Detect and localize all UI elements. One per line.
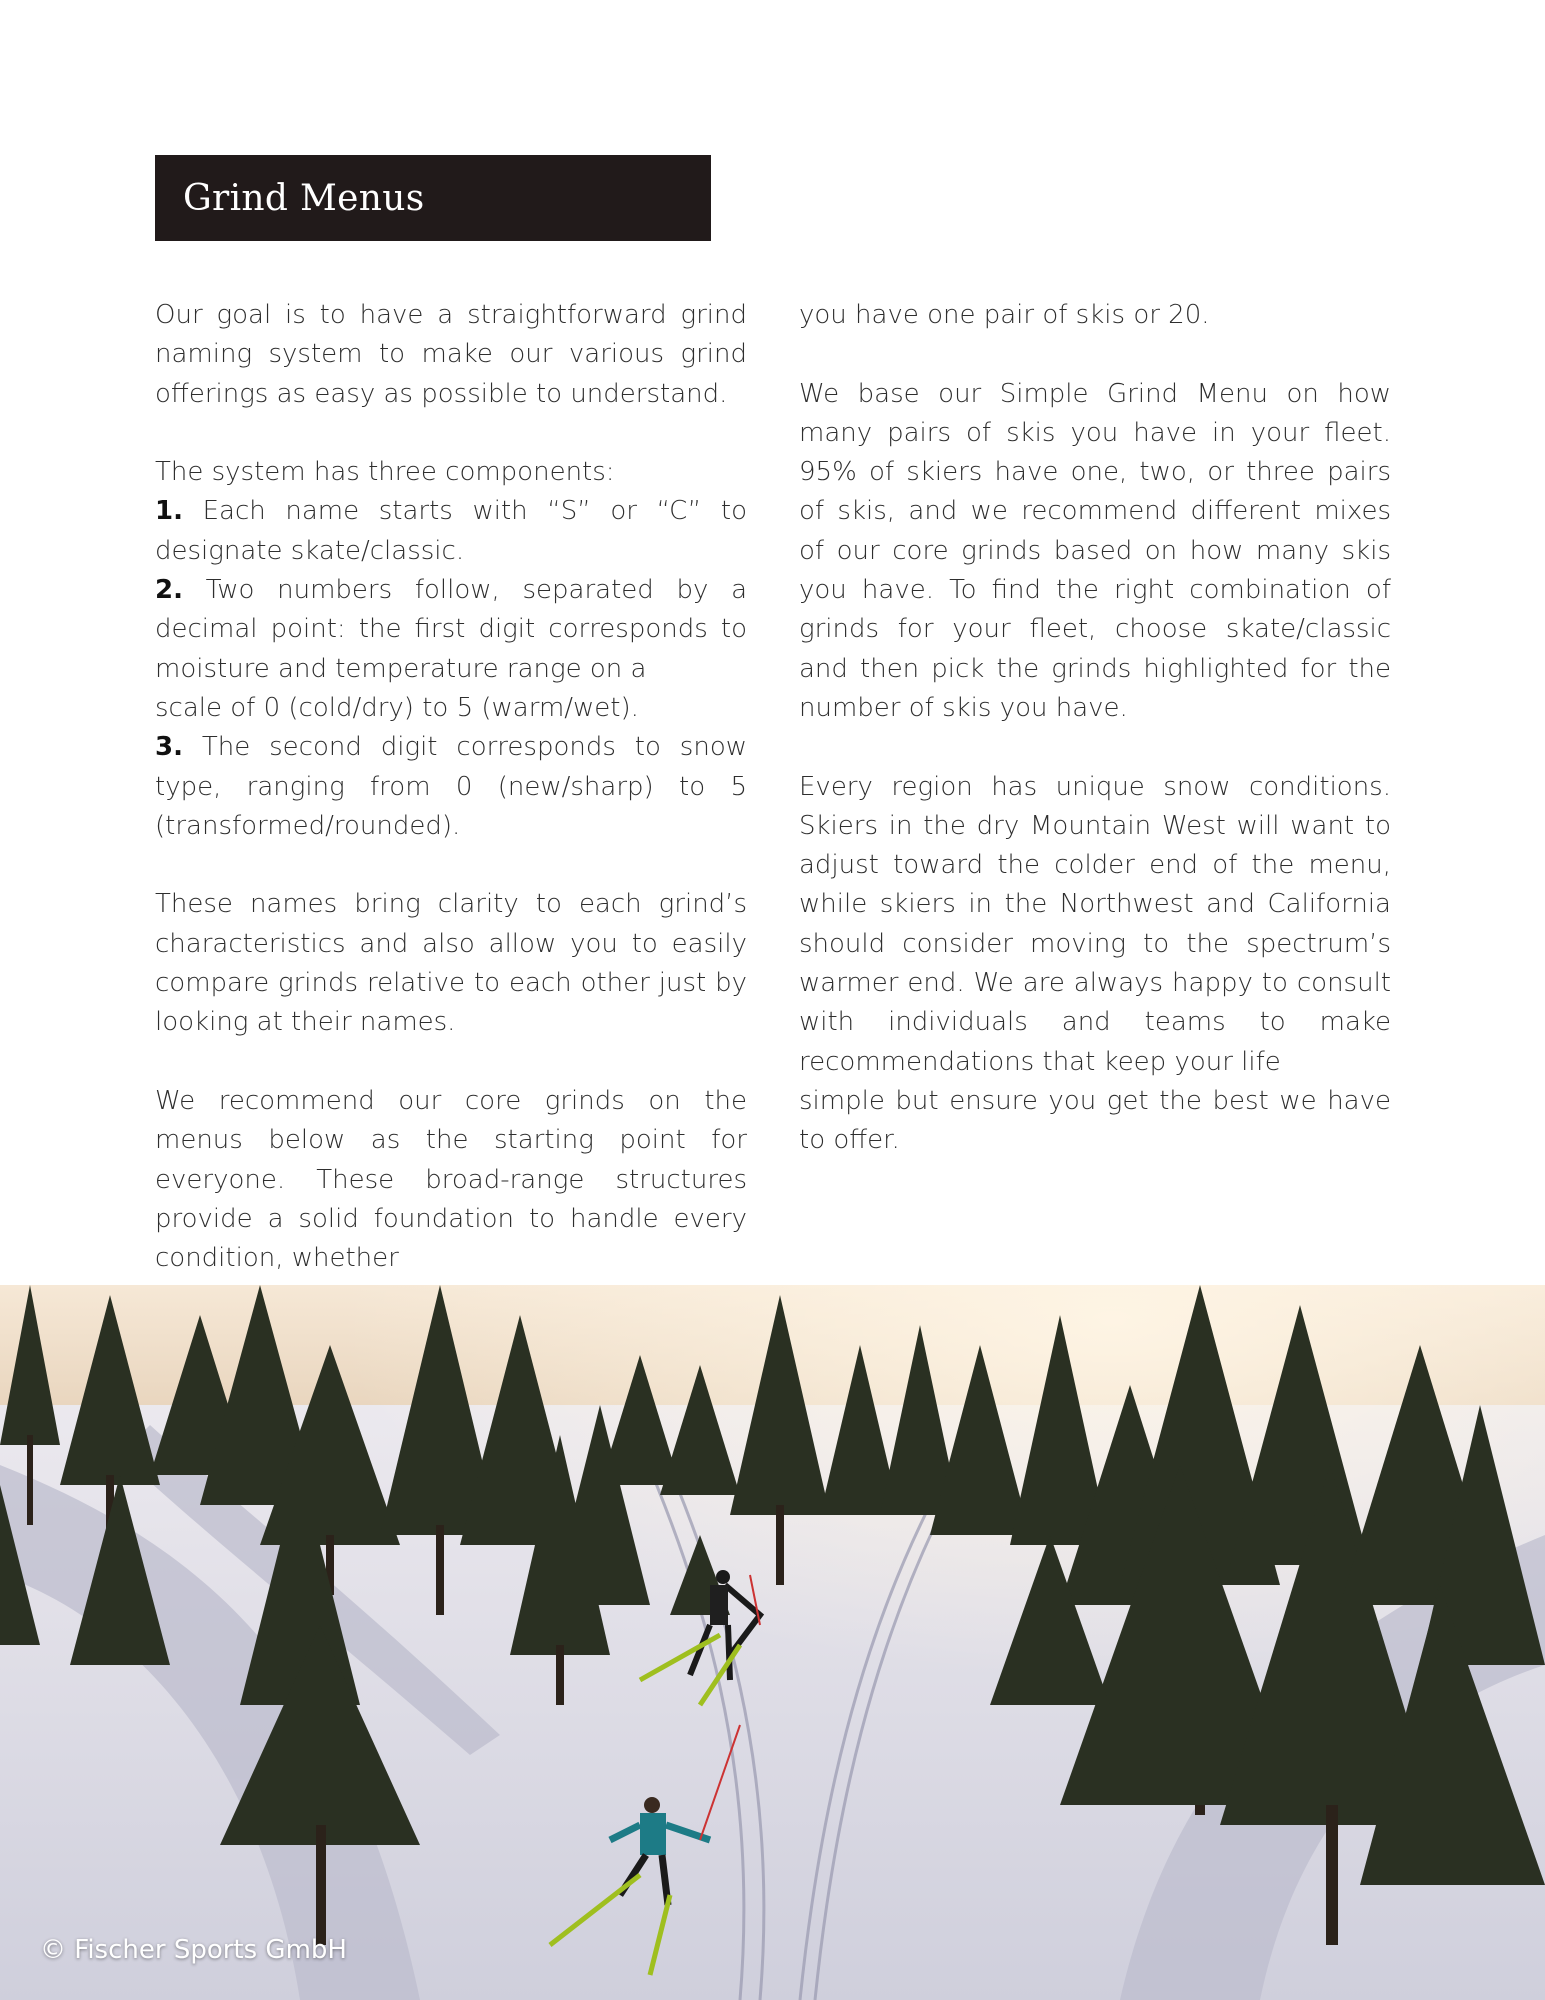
components-list xyxy=(155,453,747,846)
components-heading: The system has three components: xyxy=(155,457,615,488)
item-text: Each name starts with “S” or “C” to designate skate/classic. xyxy=(155,496,747,566)
component-item-2 xyxy=(155,571,747,689)
region-text: Every region has unique snow conditions. Skiers in the dry Mountain West will want to adjust toward the colder end of the menu, while skiers in the Northwest and California should consider moving to the spectrum’s warmer end. We are always happy to consult with individuals and teams to make recommendations that keep your life xyxy=(799,771,1391,1077)
hero-photo xyxy=(0,1285,1545,2000)
item-text: The second digit corresponds to snow type, ranging from 0 (new/sharp) to 5 (transformed/rounded). xyxy=(155,732,747,841)
simple-menu-paragraph: We base our Simple Grind Menu on how many pairs of skis you have in your fleet. 95% of skiers have one, two, or three pairs of skis, and we recommend different mixes of our core grinds based on how many skis you have. To find the right combination of grinds for your fleet, choose skate/classic and then pick the grinds highlighted for the number of skis you have. xyxy=(799,378,1391,723)
region-text-continued: simple but ensure you get the best we have to offer. xyxy=(799,1085,1391,1156)
item-text-continued: scale of 0 (cold/dry) to 5 (warm/wet). xyxy=(155,692,639,723)
intro-paragraph: Our goal is to have a straightforward grind naming system to make our various grind offerings as easy as possible to understand. xyxy=(155,300,747,409)
left-text-column xyxy=(155,296,747,1278)
photo-credit: © Fischer Sports GmbH xyxy=(40,1935,347,1965)
continuation-paragraph: you have one pair of skis or 20. xyxy=(799,300,1210,330)
item-number: 2. xyxy=(155,575,183,606)
item-number: 3. xyxy=(155,732,183,763)
item-number: 1. xyxy=(155,496,183,527)
skiers-forest-illustration xyxy=(0,1285,1545,2000)
component-item-3 xyxy=(155,732,747,841)
section-title-bar xyxy=(155,155,711,241)
page-title: Grind Menus xyxy=(183,177,425,219)
clarity-paragraph: These names bring clarity to each grind’s characteristics and also allow you to easily compare grinds relative to each other just by looking at their names. xyxy=(155,889,747,1038)
recommend-paragraph: We recommend our core grinds on the menus below as the starting point for everyone. These broad-range structures provide a solid foundation to handle every condition, whether xyxy=(155,1085,747,1274)
component-item-1 xyxy=(155,496,747,565)
region-paragraph xyxy=(799,768,1391,1161)
right-text-column xyxy=(799,296,1391,1161)
item-text: Two numbers follow, separated by a decimal point: the first digit corresponds to moisture and temperature range on a xyxy=(155,575,748,684)
